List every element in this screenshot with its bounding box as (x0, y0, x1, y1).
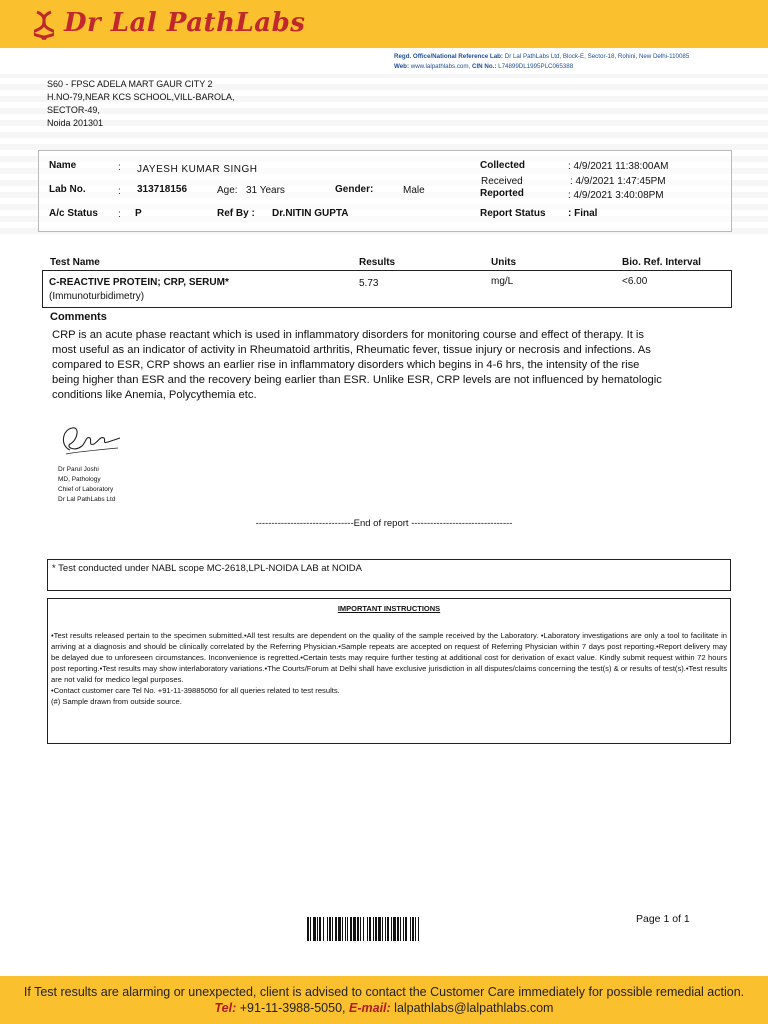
barcode-icon (307, 917, 471, 941)
end-of-report: -------------------------------End of report -------------------------------- (255, 518, 513, 529)
col-ref-interval: Bio. Ref. Interval (622, 257, 701, 268)
gender-label: Gender: (335, 184, 374, 195)
reported-label: Reported (480, 188, 524, 199)
footer-contact: Tel: +91-11-3988-5050, E-mail: lalpathlabs@lalpathlabs.com (214, 1001, 554, 1015)
ac-sep: : (118, 209, 121, 220)
ref-by-value: Dr.NITIN GUPTA (272, 208, 349, 219)
comments-title: Comments (50, 311, 107, 323)
brand-logo: Dr Lal PathLabs (64, 8, 306, 38)
labno-label: Lab No. (49, 184, 86, 195)
collected-value: : 4/9/2021 11:38:00AM (568, 161, 669, 172)
regd-office: Regd. Office/National Reference Lab: Dr Lal PathLabs Ltd, Block-E, Sector-18, Rohini, New Delhi-110085 (394, 53, 690, 60)
doctor-signature (56, 420, 126, 460)
received-label: Received (481, 176, 523, 187)
reported-value: : 4/9/2021 3:40:08PM (568, 190, 664, 201)
report-status-value: : Final (568, 208, 598, 219)
lab-number: 313718156 (137, 184, 188, 195)
instructions-body: •Test results released pertain to the specimen submitted.•All test results are dependent on the quality of the sample received by the Laboratory. •Laboratory investigations are only a tool to facilitate in arriving at a diagnosis and should be clinically correlated by the Referring Physician.•Sample repeats are accepted on request of Referring Physician within 7 days post reporting.•Report delivery may be delayed due to unforeseen circumstances. Inconvenience is regretted.•Certain tests may require further testing at additional cost for derivation of exact value. Kindly submit request within 72 hours post reporting.•Test results may show interlaboratory variations.•The Courts/Forum at Delhi shall have exclusive jurisdiction in all disputes/claims concerning the test(s) & or results of test(s).•Test results are not valid for medico legal purposes. •Contact customer care Tel No. +91-11-39885050 for all queries related to test results. (#) Sample drawn from outside source. (51, 631, 727, 706)
age-value: 31 Years (246, 185, 285, 196)
test-method: (Immunoturbidimetry) (49, 291, 145, 302)
footer-advisory: If Test results are alarming or unexpected, client is advised to contact the Customer Care immediately for possible remedial action. (23, 985, 745, 999)
age-label: Age: (217, 185, 238, 196)
collected-label: Collected (480, 160, 526, 171)
test-result: 5.73 (359, 278, 379, 289)
dna-logo-icon (34, 10, 54, 40)
gender-value: Male (403, 185, 425, 196)
footer-band (0, 976, 768, 1024)
test-unit: mg/L (491, 276, 514, 287)
ac-status-label: A/c Status (49, 208, 98, 219)
name-label: Name (49, 160, 77, 171)
page-number: Page 1 of 1 (636, 913, 690, 925)
ref-by-label: Ref By : (217, 208, 255, 219)
web-cin: Web: www.lalpathlabs.com, CIN No.: L74899DL1995PLC065388 (394, 63, 574, 70)
test-name: C-REACTIVE PROTEIN; CRP, SERUM* (49, 277, 229, 288)
header-subband (0, 48, 768, 74)
instructions-title: IMPORTANT INSTRUCTIONS (337, 604, 441, 613)
col-results: Results (359, 257, 396, 268)
doctor-details: Dr Parul Joshi MD, Pathology Chief of Laboratory Dr Lal PathLabs Ltd (58, 466, 116, 503)
labno-sep: : (118, 186, 121, 197)
test-ref-range: <6.00 (622, 276, 648, 287)
col-units: Units (491, 257, 516, 268)
patient-name: JAYESH KUMAR SINGH (137, 164, 258, 175)
name-sep: : (118, 162, 121, 173)
ac-status-value: P (135, 208, 142, 219)
comments-body: CRP is an acute phase reactant which is used in inflammatory disorders for monitoring course and effect of therapy. It is most useful as an indicator of activity in Rheumatoid arthritis, Rheumatic fever, tissue injury or necrosis and infections. As compared to ESR, CRP shows an earlier rise in inflammatory disorders which begins in 4-6 hrs, the intensity of the rise being higher than ESR and the recovery being earlier than ESR. Unlike ESR, CRP levels are not influenced by hematologic conditions like Anemia, Polycythemia etc. (52, 329, 662, 401)
received-value: : 4/9/2021 1:47:45PM (570, 176, 666, 187)
collection-address: S60 - FPSC ADELA MART GAUR CITY 2 H.NO-79,NEAR KCS SCHOOL,VILL-BAROLA, SECTOR-49, Noida 201301 (47, 79, 235, 128)
nabl-note: * Test conducted under NABL scope MC-2618,LPL-NOIDA LAB at NOIDA (52, 563, 362, 574)
col-test-name: Test Name (50, 257, 100, 268)
report-status-label: Report Status (480, 208, 546, 219)
